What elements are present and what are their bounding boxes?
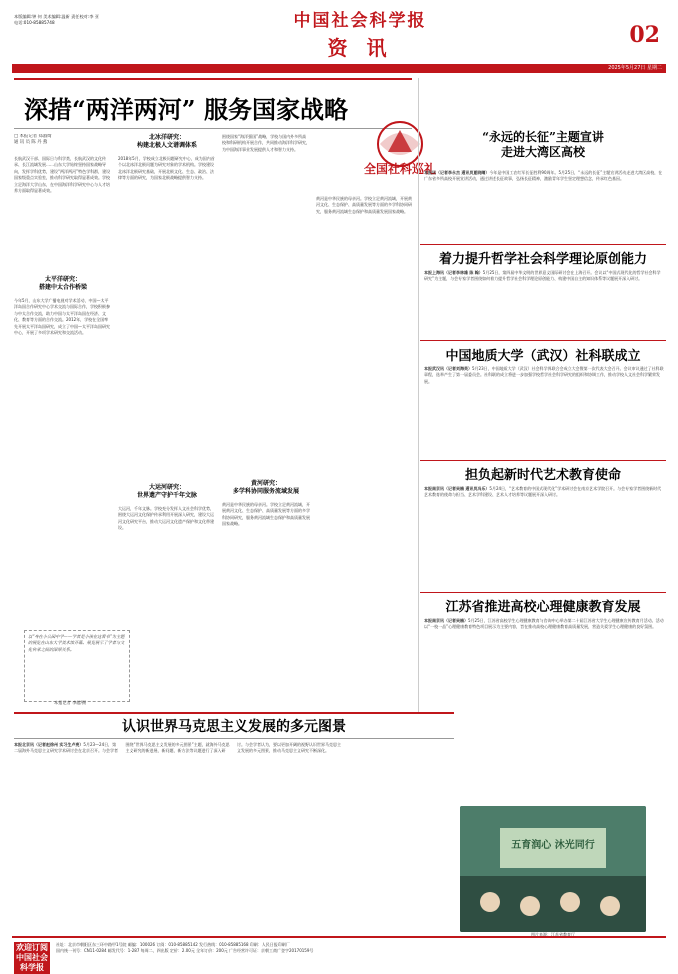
article2-rule <box>420 244 666 245</box>
pacific-research-head: 太平洋研究： 搭建中太合作桥梁 <box>38 276 87 291</box>
editor-line: 本版编辑:钟 何 美术编辑:温新 责任校对:李 亚 <box>14 14 99 19</box>
article3-byline: 本报武汉讯（记者刘海英） <box>424 366 472 371</box>
article4-text <box>424 486 664 582</box>
article2-body: 5月25日，第四届中华文明的世界意义国际研讨会在上海召开。会议以“中国式现代化的哲学社会科学研究”为主题，与会专家学者围绕如何着力提升哲学社会科学理论原创能力、构建中国自主的知识体系等议题展开深入研讨。 <box>424 270 661 282</box>
article5-byline: 本报南京讯（记者吴楠） <box>424 618 468 623</box>
main-col4-text: 黄河是中华民族的母亲河。学校立足黄河流域，开展黄河文化、生态保护、高质量发展等方面的多学科协同研究，服务黄河流域生态保护和高质量发展国家战略。 <box>316 196 412 214</box>
article4-rule <box>420 460 666 461</box>
main-col3-text: 围绕国家“海洋强国”战略，学校与国内外多所高校和科研机构开展合作，共同推动海洋科学研究，为中国海洋事业发展提供人才和智力支持。 <box>222 134 310 152</box>
article3-body: 5月23日，中国地质大学（武汉）社会科学界联合会成立大会暨第一次代表大会召开。会议审议通过了社科联章程，选举产生了第一届委员会。社科联的成立将进一步加强学校哲学社会科学研究的组织和协调工作，推动学校人文社会科学繁荣发展。 <box>424 366 664 384</box>
main-col2-text: 2018年5月，学校成立北极问题研究中心，成为国内首个以北冰洋北极问题为研究对象的学术机构。学校建设北冰洋北极研究基础，开展北极文化、生态、政治、法律等方面的研究，为国家北极战略提供智力支持。 <box>118 156 215 181</box>
article2-byline: 本报上海讯（记者李林雄 陈 翰） <box>424 270 483 275</box>
photo-caption: 五育润心 沐光同行 <box>511 840 595 851</box>
header-bar <box>12 64 666 81</box>
pullquote: 以“身在小公园中学——学者是小孩在这看书”为主题的展览在山东大学美术馆开幕。展览展示了学者与文化传承之间的深厚关系。 <box>24 630 130 702</box>
main-top-rule <box>14 78 412 80</box>
page-number: 02 <box>629 22 660 48</box>
bottom-article-title: 认识世界马克思主义发展的多元图景 <box>122 719 346 735</box>
photo-source: 图片来源：江苏省教育厅 <box>531 932 575 937</box>
main-col1-text2: 今年5月，山东大学广播电视对学术活动、中国—太平洋岛国合作研究中心学术交流与国际合作，学校积极参与中太合作交流，助力中国与太平洋岛国在经济、文化、教育等方面的合作交流。2012年，学校在全国率先开展太平洋岛国研究，成立了中国—太平洋岛国研究中心，开展了多项学术研究和交流活动。 <box>14 298 110 336</box>
bottom-top-rule <box>14 712 454 714</box>
right-col-divider <box>418 78 419 712</box>
article1-byline: 本报讯（记者李永杰 通讯员夏晓睛） <box>424 170 490 175</box>
article5-body: 5月25日，江苏省高校学生心理健康教育与咨询中心举办第二十届江苏省大学生心理健康宣传教育月活动。活动以“一校一品”心理健康教育特色项目展示为主要内容，旨在推动高校心理健康教育高质量发展，营造关爱学生心理健康的良好氛围。 <box>424 618 664 630</box>
footer <box>12 936 666 972</box>
article4-title: 担负起新时代艺术教育使命 <box>464 468 621 483</box>
header-bar-date: 2025年5月27日 星期二 <box>608 65 662 71</box>
article3-text <box>424 366 664 454</box>
article4-byline: 本报南京讯（记者吴楠 通讯员冯乐） <box>424 486 490 491</box>
article2-title: 着力提升哲学社会科学理论原创能力 <box>438 252 647 267</box>
main-article-title: 深措“两洋两河” 服务国家战略 <box>24 95 348 124</box>
section-name: 资 讯 <box>327 36 393 60</box>
editor-info <box>14 14 234 26</box>
main-col1-text: 长航武汉干部、国际日与科学类，长航武汉的文化传承、长江流域发展……山东大学始终坚持国家战略导向，发挥学科优势，建设“两洋两河”特色学科群，建设国家级重点实验室，推动科学研究取得显著成效。学校立足海洋大学山东，在中国海洋科学研究中心与人才培养方面取得显著成效。 <box>14 156 111 194</box>
article1-text <box>424 170 664 230</box>
article5-text <box>424 618 664 714</box>
main-byline: □ 本报记者 郑淑绮 通 讯 员 陈 丹 燕 <box>14 134 52 146</box>
bottom-byline: 本报北京讯（记者赵徐州 实习生卢亮） <box>14 742 84 747</box>
subscribe-badge: 欢迎订阅中国社会科学报 <box>16 943 48 972</box>
article1-title: “永远的长征”主题宣讲 走进大湾区高校 <box>482 130 604 159</box>
bottom-body: 5月23—24日，第二届海外马克思主义研究学术研讨会在北京召开。与会学者围绕“世界马克思主义发展的多元图景”主题，就海外马克思主义研究的新进展、新问题、新方法等议题进行了深入研讨。与会学者认为，要以更加开阔的视野认识世界马克思主义发展的多元图景，推动马克思主义研究不断深化。 <box>14 742 341 754</box>
main-col2-text2: 大运河，千年文脉。学校充分发挥人文社会科学优势，围绕大运河文化保护传承利用开展深入研究，建设大运河文化研究平台，推动大运河文化遗产保护和文化带建设。 <box>118 506 214 531</box>
logo-text: 全国社科巡礼 <box>363 162 436 176</box>
article5-title: 江苏省推进高校心理健康教育发展 <box>445 600 641 615</box>
bottom-title-rule <box>14 738 454 739</box>
article4-body: 5月24日，“艺术教育的中国式现代化”学术研讨会在南京艺术学院召开。与会专家学者围绕新时代艺术教育的使命与担当、艺术学科建设、艺术人才培养等议题展开深入研讨。 <box>424 486 662 498</box>
masthead: 中国社会科学报 <box>293 11 427 31</box>
phone-line: 电话:010-85885748 <box>14 20 55 25</box>
yellow-river-head: 黄河研究： 多学科协同服务流域发展 <box>232 480 299 495</box>
grand-canal-head: 大运河研究： 世界遗产守护千年文脉 <box>136 484 197 499</box>
bottom-article-text <box>14 742 454 932</box>
arctic-research-head: 北冰洋研究： 构建北极人文谱调体系 <box>136 134 197 149</box>
footer-info <box>56 942 656 955</box>
article2-text <box>424 270 664 334</box>
photo-credit: 本报记者 李超/摄 <box>54 700 87 705</box>
footer-line2: 国内统一刊号：CN11-0284 邮发代号：1-287 每周二、四出版 定价：2.00元 全年订价：200元 广告经营许可证：京朝工商广登字20170159号 <box>56 948 314 954</box>
article1-body: 今年是中国工农红军长征胜利90周年。5月25日，“永远的长征”主题宣讲活动走进大湾区高校，在广东省多所高校开展宣讲活动，通过讲述长征故事，弘扬长征精神，激励青年学生坚定理想信念，传承红色基因。 <box>424 170 663 182</box>
article5-rule <box>420 592 666 593</box>
event-photo <box>460 806 646 932</box>
header-bar-site: 中国社会科学网 www.cssn.cn <box>16 75 85 81</box>
footer-line1: 社址：北京市朝阳区东三环中路甲1号院 邮编：100026 订阅：010-85885142 发行热线：010-85885168 印刷：人民日报印刷厂 <box>56 942 290 947</box>
main-col3-text2: 黄河是中华民族的母亲河。学校立足黄河流域，开展黄河文化、生态保护、高质量发展等方面的多学科协同研究，服务黄河流域生态保护和高质量发展国家战略。 <box>222 502 310 527</box>
article3-title: 中国地质大学（武汉）社科联成立 <box>445 349 641 364</box>
article3-rule <box>420 340 666 341</box>
